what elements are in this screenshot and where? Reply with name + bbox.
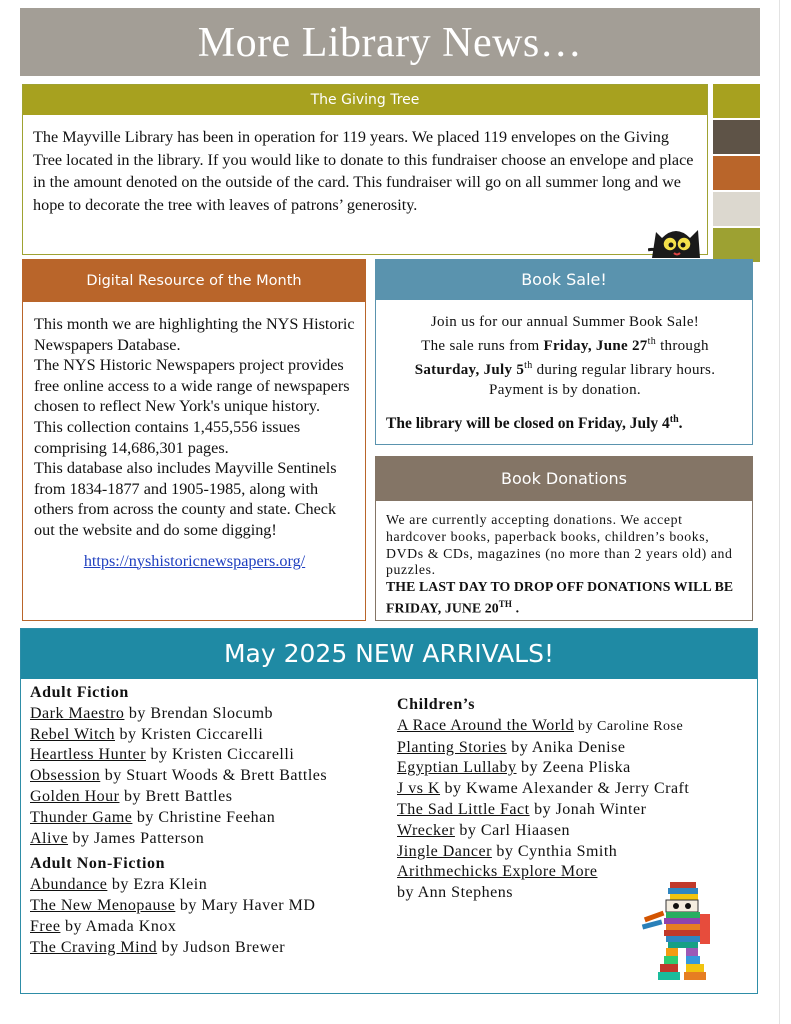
book-author: by Kristen Ciccarelli [145, 746, 295, 764]
book-author: by Ann Stephens [397, 884, 513, 902]
adult-fiction-label: Adult Fiction [30, 684, 129, 701]
book-entry [30, 917, 390, 938]
ordinal-suffix: th [647, 336, 657, 347]
donations-deadline [386, 579, 744, 617]
digital-resource-paragraph: The NYS Historic Newspapers project provides free online access to a wide range of newspapers chosen to reflect New York's unique history. [34, 356, 350, 416]
book-donations-body [376, 501, 752, 617]
book-title: The Sad Little Fact [397, 800, 530, 818]
book-sale-body [376, 300, 752, 434]
book-author: by Anika Denise [506, 738, 626, 756]
swatch [713, 84, 760, 118]
ordinal-suffix: TH [498, 598, 513, 609]
book-title: Egyptian Lullaby [397, 759, 517, 777]
book-entry [397, 842, 752, 863]
book-entry [30, 808, 390, 829]
book-entry [397, 800, 752, 821]
sale-end-date: Saturday, July 5 [414, 362, 525, 378]
book-entry [397, 758, 752, 779]
book-entry [397, 779, 752, 800]
book-entry [30, 766, 390, 787]
digital-resource-paragraph: This collection contains 1,455,556 issues comprising 14,686,301 pages. [34, 417, 301, 457]
library-closed-notice [386, 410, 744, 434]
book-title: Dark Maestro [30, 704, 125, 722]
digital-resource-section [22, 259, 366, 621]
childrens-label: Children’s [397, 696, 476, 713]
book-title: The Craving Mind [30, 938, 158, 956]
book-entry [30, 704, 390, 725]
book-author: by Kristen Ciccarelli [114, 725, 264, 743]
book-title: Rebel Witch [30, 725, 115, 743]
book-stack-character-icon [640, 880, 712, 988]
book-author: by Jonah Winter [529, 800, 647, 818]
digital-resource-paragraph: This database also includes Mayville Sentinels from 1834-1877 and 1905-1985, along with others from across the county and state. Check out the website and do some digging! [34, 459, 337, 539]
book-author: by Judson Brewer [157, 938, 286, 956]
book-title: Thunder Game [30, 808, 133, 826]
book-entry [30, 725, 390, 746]
book-entry [30, 896, 390, 917]
book-sale-text: during regular library hours. Payment is by donation. [489, 362, 716, 398]
book-title: Jingle Dancer [397, 842, 492, 860]
book-entry [397, 738, 752, 759]
giving-tree-section [22, 84, 708, 255]
giving-tree-body: The Mayville Library has been in operation for 119 years. We placed 119 envelopes on the Giving Tree located in the library. If you would like to donate to this fundraiser choose an envelope and place in the amount denoted on the outside of the card. This fundraiser will go on all summer long and we hope to decorate the tree with leaves of patrons’ generosity. [33, 128, 694, 214]
book-entry [30, 938, 390, 959]
book-author: by Caroline Rose [574, 718, 684, 734]
deadline-text: . [512, 600, 520, 616]
book-title: J vs K [397, 780, 441, 798]
book-title: Alive [30, 829, 69, 847]
book-author: by Christine Feehan [132, 808, 276, 826]
book-author: by Stuart Woods & Brett Battles [100, 767, 328, 785]
swatch [713, 120, 760, 154]
book-author: by Amada Knox [60, 917, 177, 935]
arrivals-right-column [397, 695, 752, 904]
new-arrivals-heading: May 2025 NEW ARRIVALS! [21, 629, 757, 679]
book-entry [30, 745, 390, 766]
book-author: by Mary Haver MD [175, 896, 316, 914]
swatch [713, 228, 760, 262]
book-author: by Kwame Alexander & Jerry Craft [440, 780, 690, 798]
digital-resource-paragraph: This month we are highlighting the NYS Historic Newspapers Database. [34, 315, 355, 354]
sale-start-date: Friday, June 27 [543, 338, 648, 354]
book-entry [30, 829, 390, 850]
digital-resource-heading: Digital Resource of the Month [23, 260, 365, 302]
book-sale-line [386, 356, 744, 400]
book-title: Obsession [30, 767, 101, 785]
ordinal-suffix: th [669, 414, 679, 425]
book-author: by Carl Hiaasen [454, 821, 570, 839]
book-title: Wrecker [397, 821, 455, 839]
book-title: Arithmechicks Explore More [397, 863, 598, 881]
book-author: by Ezra Klein [107, 876, 208, 894]
donations-text: We are currently accepting donations. We accept hardcover books, paperback books, children’s books, DVDs & CDs, magazines (no more than 2 years old) and puzzles. [386, 512, 733, 578]
book-title: The New Menopause [30, 896, 176, 914]
book-entry [30, 875, 390, 896]
book-donations-section [375, 456, 753, 621]
book-entry [397, 821, 752, 842]
book-author: by James Patterson [68, 829, 205, 847]
book-sale-line [386, 332, 744, 356]
book-donations-heading: Book Donations [376, 457, 752, 501]
book-author: by Brendan Slocumb [124, 704, 274, 722]
book-sale-section [375, 259, 753, 445]
ordinal-suffix: th [524, 360, 533, 371]
page-edge-divider [779, 0, 780, 1024]
newsletter-banner [20, 8, 760, 76]
book-title: A Race Around the World [397, 716, 574, 734]
book-title: Planting Stories [397, 738, 507, 756]
book-title: Free [30, 917, 61, 935]
book-title: Abundance [30, 876, 108, 894]
swatch [713, 156, 760, 190]
digital-resource-body [23, 302, 365, 571]
deadline-text: THE LAST DAY TO DROP OFF DONATIONS WILL BE FRIDAY, JUNE 20 [386, 579, 734, 616]
book-author: by Zeena Pliska [516, 759, 631, 777]
giving-tree-heading: The Giving Tree [23, 85, 707, 115]
book-entry [397, 716, 752, 738]
cat-peeking-icon [648, 218, 704, 258]
adult-nonfiction-label: Adult Non-Fiction [30, 855, 166, 873]
swatch [713, 192, 760, 226]
book-author: by Cynthia Smith [491, 842, 618, 860]
closed-text: . [678, 415, 683, 433]
book-author: by Brett Battles [119, 787, 233, 805]
book-title: Heartless Hunter [30, 746, 146, 764]
arrivals-left-column [30, 683, 390, 958]
banner-title: More Library News… [197, 20, 583, 66]
book-sale-line: Join us for our annual Summer Book Sale! [430, 314, 700, 330]
book-entry [30, 787, 390, 808]
book-sale-text: The sale runs from [421, 338, 544, 354]
nys-newspapers-link[interactable]: https://nyshistoricnewspapers.org/ [83, 551, 306, 570]
book-title: Golden Hour [30, 787, 120, 805]
book-sale-heading: Book Sale! [376, 260, 752, 300]
closed-text: The library will be closed on Friday, July 4 [386, 415, 670, 433]
book-sale-text: through [656, 338, 709, 354]
color-swatch-strip [713, 84, 760, 264]
